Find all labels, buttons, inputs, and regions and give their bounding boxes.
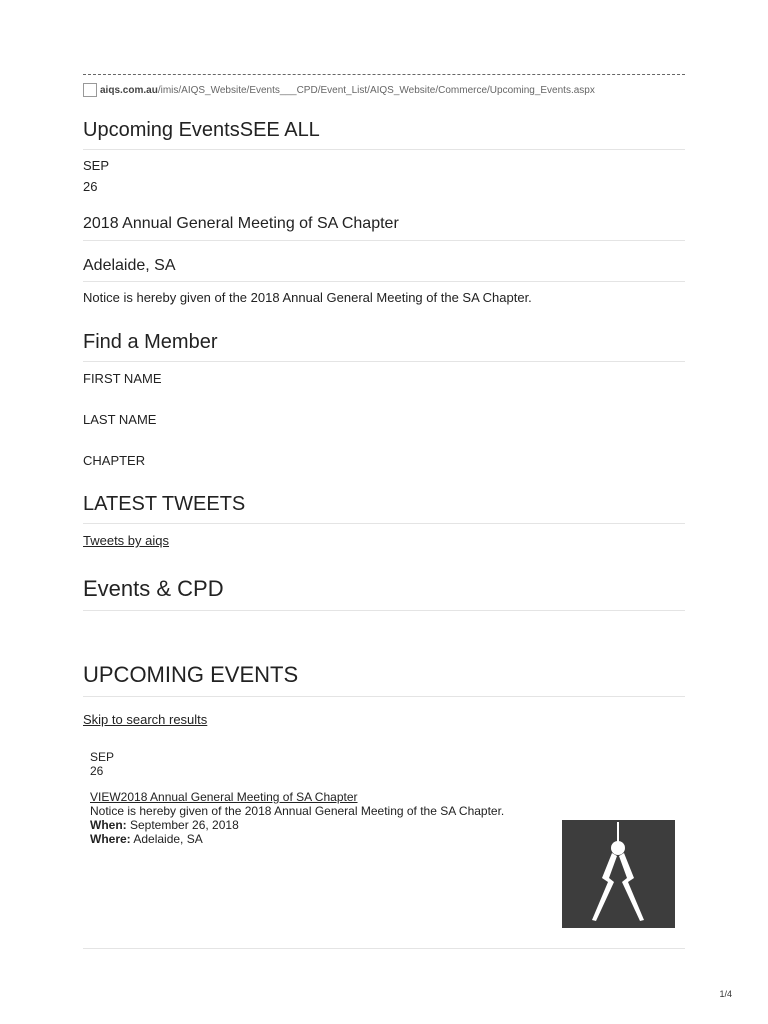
compass-icon (562, 820, 675, 928)
event-item (90, 750, 114, 778)
upcoming-events-section-heading: UPCOMING EVENTS (83, 662, 299, 687)
last-name-label: LAST NAME (83, 412, 157, 427)
event-thumbnail[interactable] (562, 820, 675, 928)
event-item-day: 26 (90, 764, 104, 778)
divider (83, 523, 685, 524)
event-item-notice: Notice is hereby given of the 2018 Annual General Meeting of the SA Chapter. (90, 804, 505, 818)
where-value: Adelaide, SA (133, 832, 203, 846)
event-location: Adelaide, SA (83, 257, 176, 274)
divider (83, 281, 685, 282)
divider (83, 240, 685, 241)
divider (83, 948, 685, 949)
tweets-link[interactable]: Tweets by aiqs (83, 533, 169, 548)
when-value: September 26, 2018 (130, 818, 239, 832)
upcoming-title: Upcoming Events (83, 119, 240, 141)
first-name-label: FIRST NAME (83, 371, 162, 386)
latest-tweets-heading: LATEST TWEETS (83, 493, 246, 515)
event-where (90, 832, 504, 846)
top-dashed-rule (83, 74, 685, 75)
chapter-label: CHAPTER (83, 453, 146, 468)
skip-to-results-link[interactable]: Skip to search results (83, 712, 208, 727)
event-item-details (90, 790, 504, 846)
events-cpd-heading: Events & CPD (83, 576, 224, 601)
event-day: 26 (83, 179, 98, 194)
url-path: /imis/AIQS_Website/Events___CPD/Event_List/AIQS_Website/Commerce/Upcoming_Events.aspx (157, 84, 595, 96)
event-when (90, 818, 504, 832)
page-icon (83, 83, 97, 97)
divider (83, 149, 685, 150)
when-label: When: (90, 818, 127, 832)
see-all-link[interactable]: SEE ALL (239, 119, 320, 141)
upcoming-events-heading (83, 119, 320, 142)
event-item-month: SEP (90, 750, 115, 764)
event-view-link[interactable]: VIEW2018 Annual General Meeting of SA Chapter (90, 790, 358, 804)
event-title[interactable]: 2018 Annual General Meeting of SA Chapter (83, 215, 399, 232)
event-month: SEP (83, 158, 110, 173)
url-bar (83, 82, 595, 98)
divider (83, 361, 685, 362)
divider (83, 696, 685, 697)
where-label: Where: (90, 832, 131, 846)
divider (83, 610, 685, 611)
url-domain: aiqs.com.au (100, 84, 158, 96)
event-notice: Notice is hereby given of the 2018 Annual General Meeting of the SA Chapter. (83, 290, 532, 305)
page-number: 1/4 (719, 989, 732, 999)
find-member-heading: Find a Member (83, 331, 218, 353)
